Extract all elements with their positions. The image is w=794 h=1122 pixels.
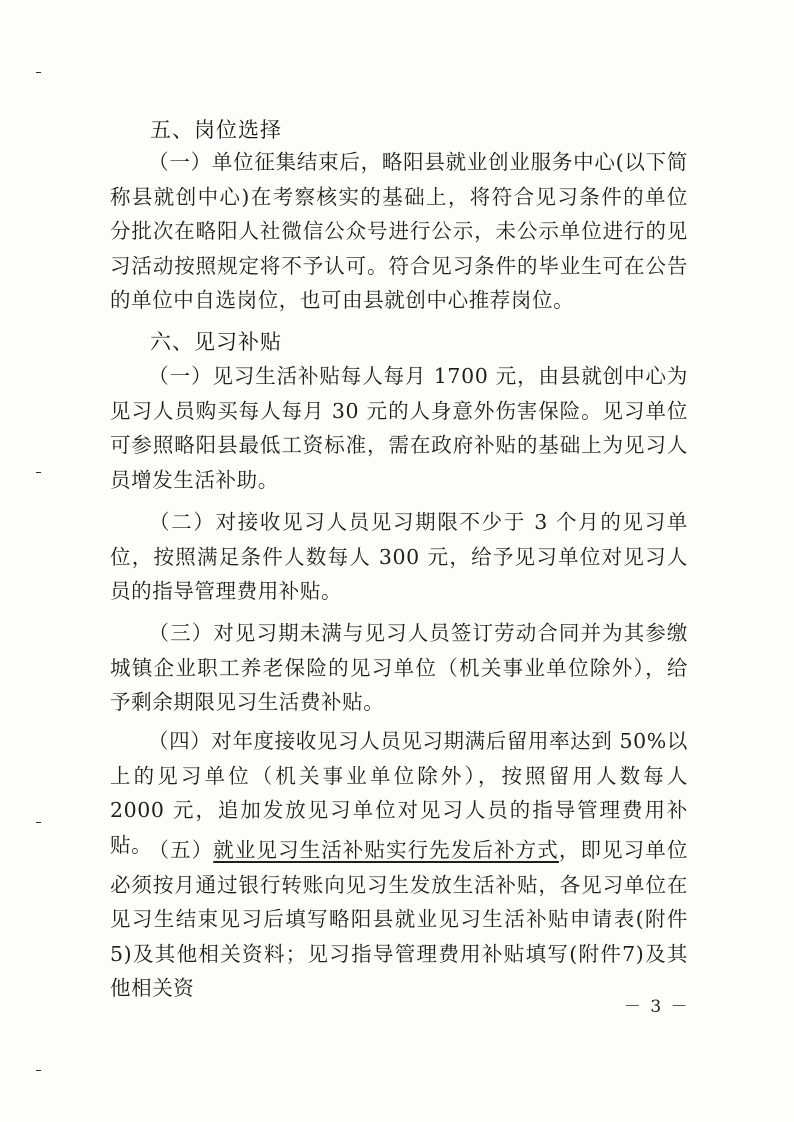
- paragraph-position-selection-1: [110, 145, 688, 318]
- scan-mark: [36, 72, 41, 73]
- scan-mark: [36, 1070, 41, 1071]
- paragraph-text: （四）对年度接收见习人员见习期满后留用率达到 50%以上的见习单位（机关事业单位除外），按照留用人数每人 2000 元，追加发放见习单位对见习人员的指导管理费用补贴。: [110, 729, 688, 857]
- paragraph-text: ，即见习单位必须按月通过银行转账向见习生发放生活补贴，各见习单位在见习生结束见习后填写略阳县就业见习生活补贴申请表(附件5)及其他相关资料；见习指导管理费用补贴填写(附件7)及其他相关资: [110, 838, 688, 1000]
- paragraph-prefix: （五）: [148, 838, 214, 862]
- section-heading-position-selection: 五、岗位选择: [150, 118, 282, 142]
- section-heading-internship-subsidy: 六、见习补贴: [150, 330, 282, 354]
- paragraph-text: （一）单位征集结束后，略阳县就业创业服务中心(以下简称县就创中心)在考察核实的基础上，将符合见习条件的单位分批次在略阳人社微信公众号进行公示，未公示单位进行的见习活动按照规定将不予认可。符合见习条件的毕业生可在公告的单位中自选岗位，也可由县就创中心推荐岗位。: [110, 150, 688, 312]
- paragraph-text: （三）对见习期未满与见习人员签订劳动合同并为其参缴城镇企业职工养老保险的见习单位（机关事业单位除外），给予剩余期限见习生活费补贴。: [110, 621, 688, 714]
- paragraph-subsidy-5: [110, 833, 688, 1006]
- paragraph-subsidy-3: [110, 616, 688, 720]
- paragraph-subsidy-1: [110, 359, 688, 497]
- paragraph-text: （一）见习生活补贴每人每月 1700 元，由县就创中心为见习人员购买每人每月 30 元的人身意外伤害保险。见习单位可参照略阳县最低工资标准，需在政府补贴的基础上为见习人员增发生活补助。: [110, 364, 688, 492]
- paragraph-text: （二）对接收见习人员见习期限不少于 3 个月的见习单位，按照满足条件人数每人 300 元，给予见习单位对见习人员的指导管理费用补贴。: [110, 510, 688, 603]
- scan-mark: [36, 822, 41, 823]
- paragraph-subsidy-2: [110, 505, 688, 609]
- scan-mark: [36, 472, 41, 473]
- underlined-emphasis: 就业见习生活补贴实行先发后补方式: [213, 838, 559, 862]
- page-number: － 3 －: [624, 997, 690, 1017]
